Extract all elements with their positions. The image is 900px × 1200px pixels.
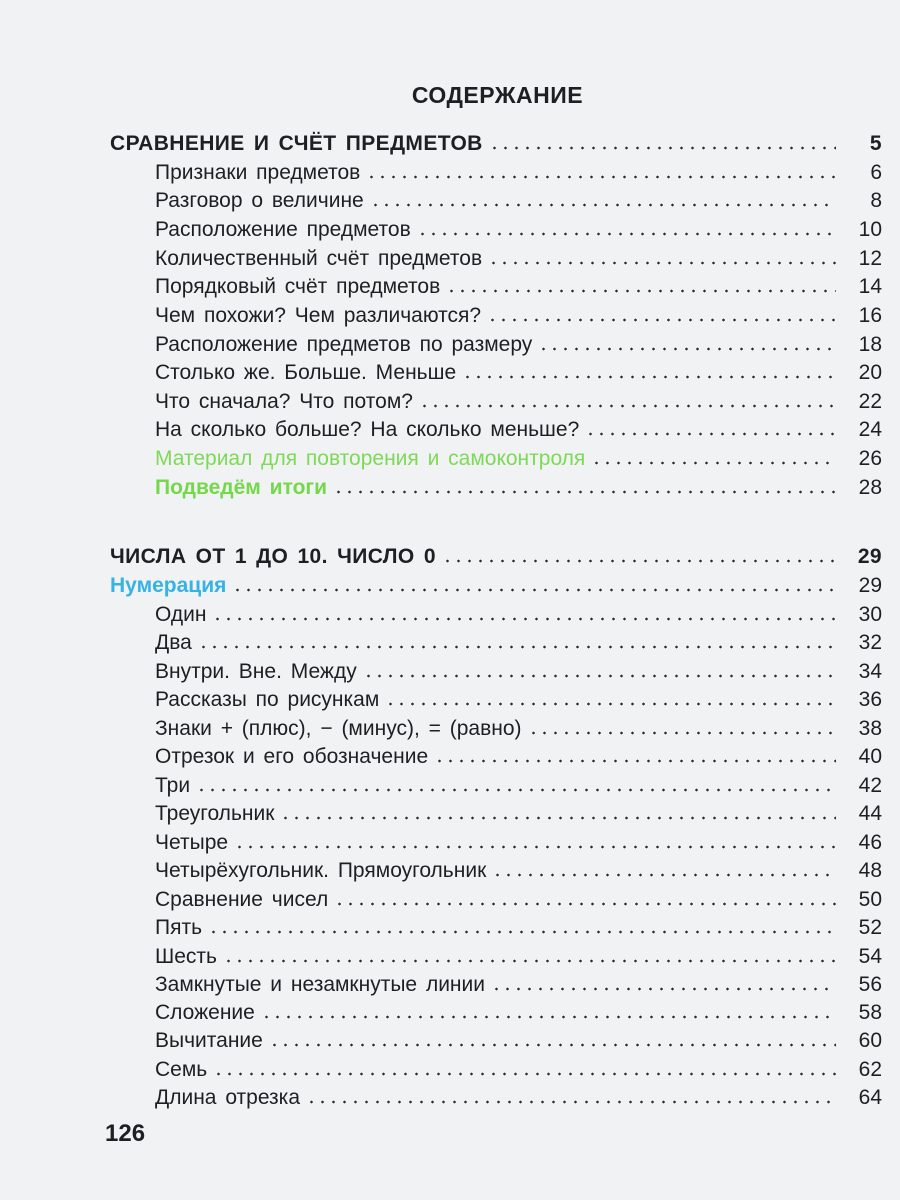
leader-dots <box>366 175 836 179</box>
leader-dots <box>232 588 836 592</box>
toc-entry-page: 42 <box>858 774 882 797</box>
leader-dots <box>363 674 836 678</box>
toc-entry-page: 16 <box>858 304 882 327</box>
toc-entry[interactable] <box>155 216 882 244</box>
toc-entry-label: Порядковый счёт предметов <box>155 275 441 298</box>
toc-entry-page: 28 <box>858 476 882 499</box>
toc-entry-page: 29 <box>858 574 882 597</box>
toc-entry-label: На сколько больше? На сколько меньше? <box>155 418 580 441</box>
toc-entry[interactable] <box>155 629 882 657</box>
toc-entry-label: Пять <box>155 916 203 939</box>
toc-entry-page: 26 <box>858 447 882 470</box>
toc-entry-page: 38 <box>858 717 882 740</box>
toc-entry[interactable] <box>155 359 882 387</box>
toc-entry-page: 36 <box>858 688 882 711</box>
toc-entry-page: 64 <box>858 1086 882 1109</box>
leader-dots <box>489 146 836 150</box>
leader-dots <box>462 375 836 379</box>
leader-dots <box>385 702 836 706</box>
toc-entry[interactable] <box>155 1027 882 1055</box>
toc-entry-page: 32 <box>858 631 882 654</box>
toc-entry-page: 60 <box>858 1029 882 1052</box>
toc-entry-label: Четыре <box>155 831 229 854</box>
toc-entry-label: Знаки + (плюс), − (минус), = (равно) <box>155 717 522 740</box>
toc-entry-label: Столько же. Больше. Меньше <box>155 361 457 384</box>
toc-entry-page: 5 <box>869 132 882 155</box>
leader-dots <box>261 1015 836 1019</box>
toc-entry-page: 44 <box>858 802 882 825</box>
toc-entry-label: Признаки предметов <box>155 161 361 184</box>
toc-entry[interactable] <box>155 601 882 629</box>
leader-dots <box>234 845 836 849</box>
toc-entry[interactable] <box>155 658 882 686</box>
leader-dots <box>280 816 836 820</box>
leader-dots <box>223 959 836 963</box>
leader-dots <box>585 432 836 436</box>
toc-entry-page: 34 <box>858 660 882 683</box>
toc-entry-label: ЧИСЛА ОТ 1 ДО 10. ЧИСЛО 0 <box>110 545 436 568</box>
toc-entry-label: Отрезок и его обозначение <box>155 745 429 768</box>
toc-entry[interactable] <box>155 971 882 999</box>
toc-entry-page: 48 <box>858 859 882 882</box>
page-number: 126 <box>105 1120 146 1147</box>
toc-entry[interactable] <box>155 1056 882 1084</box>
toc-entry-page: 10 <box>858 218 882 241</box>
toc-entry-label: Материал для повторения и самоконтроля <box>155 447 586 470</box>
toc-entry-label: СРАВНЕНИЕ И СЧЁТ ПРЕДМЕТОВ <box>110 132 483 155</box>
toc-entry-page: 22 <box>858 390 882 413</box>
toc-entry[interactable] <box>155 829 882 857</box>
toc-entry[interactable] <box>155 302 882 330</box>
toc-entry-label: Два <box>155 631 192 654</box>
leader-dots <box>208 930 836 934</box>
toc-entry-page: 40 <box>858 745 882 768</box>
toc-entry-page: 58 <box>858 1001 882 1024</box>
toc-entry-label: Замкнутые и незамкнутые линии <box>155 973 485 996</box>
leader-dots <box>333 490 836 494</box>
toc-entry-label: Расположение предметов <box>155 218 411 241</box>
toc-entry-page: 46 <box>858 831 882 854</box>
leader-dots <box>446 289 836 293</box>
toc-section-heading[interactable] <box>110 543 882 571</box>
toc-entry-label: Три <box>155 774 191 797</box>
toc-entry-label: Треугольник <box>155 802 275 825</box>
toc-entry[interactable] <box>155 914 882 942</box>
toc-entry[interactable] <box>155 388 882 416</box>
toc-entry-label: Расположение предметов по размеру <box>155 333 533 356</box>
toc-entry[interactable] <box>155 245 882 273</box>
toc-entry-summary[interactable] <box>155 474 882 502</box>
leader-dots <box>491 987 836 991</box>
toc-entry-page: 24 <box>858 418 882 441</box>
leader-dots <box>306 1100 836 1104</box>
leader-dots <box>591 461 836 465</box>
leader-dots <box>487 318 836 322</box>
toc-entry-page: 56 <box>858 973 882 996</box>
toc-entry[interactable] <box>155 772 882 800</box>
toc-entry-label: Шесть <box>155 945 217 968</box>
toc-entry-label: Четырёхугольник. Прямоугольник <box>155 859 487 882</box>
leader-dots <box>212 617 836 621</box>
toc-entry-review[interactable] <box>155 445 882 473</box>
toc-entry-label: Нумерация <box>110 574 227 597</box>
toc-entry-label: Чем похожи? Чем различаются? <box>155 304 482 327</box>
leader-dots <box>269 1043 836 1047</box>
toc-entry[interactable] <box>155 886 882 914</box>
toc-entry[interactable] <box>155 800 882 828</box>
toc-entry-label: Что сначала? Что потом? <box>155 390 413 413</box>
toc-entry-page: 52 <box>858 916 882 939</box>
leader-dots <box>417 232 836 236</box>
page-title: СОДЕРЖАНИЕ <box>411 82 584 108</box>
leader-dots <box>334 902 836 906</box>
toc-entry-page: 12 <box>858 247 882 270</box>
toc-entry-label: Длина отрезка <box>155 1086 301 1109</box>
toc-entry-label: Количественный счёт предметов <box>155 247 483 270</box>
toc-entry-label: Сложение <box>155 1001 255 1024</box>
toc-entry[interactable] <box>155 159 882 187</box>
toc-entry-label: Семь <box>155 1058 208 1081</box>
toc-entry[interactable] <box>155 715 882 743</box>
toc-entry-page: 50 <box>858 888 882 911</box>
leader-dots <box>198 645 836 649</box>
leader-dots <box>538 347 836 351</box>
toc-entry[interactable] <box>155 187 882 215</box>
leader-dots <box>528 731 837 735</box>
toc-entry-page: 6 <box>870 161 882 184</box>
toc-entry[interactable] <box>155 857 882 885</box>
toc-entry[interactable] <box>155 416 882 444</box>
toc-section-heading[interactable] <box>110 130 882 158</box>
toc-entry-label: Подведём итоги <box>155 476 328 499</box>
leader-dots <box>196 788 836 792</box>
toc-entry-label: Разговор о величине <box>155 189 364 212</box>
toc-entry-page: 54 <box>858 945 882 968</box>
toc-entry-page: 30 <box>858 603 882 626</box>
leader-dots <box>370 203 836 207</box>
leader-dots <box>488 261 836 265</box>
toc-entry-label: Один <box>155 603 207 626</box>
toc-entry[interactable] <box>155 743 882 771</box>
leader-dots <box>492 873 836 877</box>
toc-entry-page: 20 <box>858 361 882 384</box>
toc-entry-label: Рассказы по рисункам <box>155 688 380 711</box>
leader-dots <box>213 1072 836 1076</box>
toc-entry[interactable] <box>155 1084 882 1112</box>
toc-entry-page: 29 <box>857 545 882 568</box>
toc-entry-page: 8 <box>870 189 882 212</box>
toc-entry-label: Внутри. Вне. Между <box>155 660 357 683</box>
toc-entry[interactable] <box>155 686 882 714</box>
toc-entry[interactable] <box>155 273 882 301</box>
toc-entry-page: 18 <box>858 333 882 356</box>
toc-subsection-heading[interactable] <box>110 572 882 600</box>
toc-entry[interactable] <box>155 999 882 1027</box>
toc-entry-page: 14 <box>858 275 882 298</box>
toc-entry-label: Вычитание <box>155 1029 263 1052</box>
leader-dots <box>419 404 836 408</box>
toc-entry-page: 62 <box>858 1058 882 1081</box>
toc-entry[interactable] <box>155 331 882 359</box>
leader-dots <box>434 759 836 763</box>
leader-dots <box>442 559 836 563</box>
toc-entry[interactable] <box>155 943 882 971</box>
toc-entry-label: Сравнение чисел <box>155 888 329 911</box>
